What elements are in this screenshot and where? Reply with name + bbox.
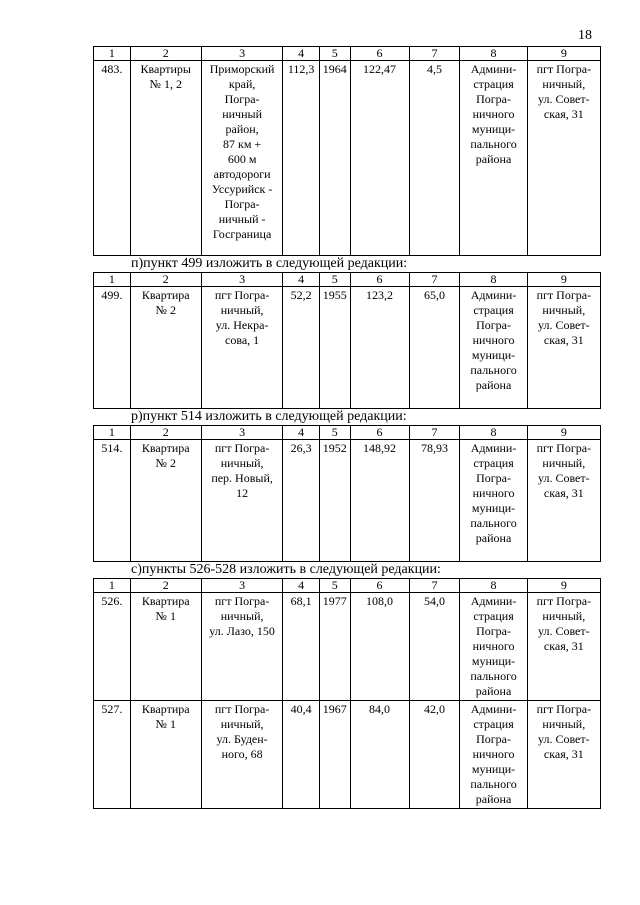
column-number-cell: 6 (350, 273, 409, 287)
column-number-cell: 5 (319, 426, 350, 440)
cell-name: Квартира № 2 (130, 440, 201, 562)
cell-c6: 108,0 (350, 593, 409, 701)
cell-holder-address: пгт Погра- ничный, ул. Совет- ская, 31 (527, 287, 600, 409)
cell-c4: 40,4 (283, 701, 320, 809)
cell-c5: 1967 (319, 701, 350, 809)
section-heading: с)пункты 526-528 изложить в следующей редакции: (131, 562, 441, 577)
column-number-cell: 2 (130, 273, 201, 287)
cell-name: Квартира № 2 (130, 287, 201, 409)
column-number-cell: 5 (319, 579, 350, 593)
column-number-cell: 5 (319, 47, 350, 61)
column-number-cell: 4 (283, 426, 320, 440)
document-body (93, 46, 601, 809)
cell-holder: Админи- страция Погра- ничного муници- пального района (460, 701, 527, 809)
column-number-cell: 3 (201, 273, 282, 287)
cell-address: пгт Погра- ничный, пер. Новый, 12 (201, 440, 282, 562)
cell-c4: 68,1 (283, 593, 320, 701)
column-number-cell: 8 (460, 426, 527, 440)
property-table (93, 46, 601, 256)
column-number-cell: 4 (283, 579, 320, 593)
column-number-cell: 6 (350, 579, 409, 593)
section-heading: п)пункт 499 изложить в следующей редакции: (131, 256, 408, 271)
table-row (94, 287, 601, 409)
section-heading: р)пункт 514 изложить в следующей редакции: (131, 409, 407, 424)
cell-num: 499. (94, 287, 131, 409)
cell-c7: 65,0 (409, 287, 460, 409)
cell-address: пгт Погра- ничный, ул. Некра- сова, 1 (201, 287, 282, 409)
column-number-cell: 9 (527, 579, 600, 593)
property-table (93, 272, 601, 409)
column-number-cell: 8 (460, 273, 527, 287)
column-number-cell: 9 (527, 47, 600, 61)
cell-name: Квартира № 1 (130, 593, 201, 701)
column-number-cell: 6 (350, 426, 409, 440)
table-row (94, 61, 601, 256)
cell-c6: 148,92 (350, 440, 409, 562)
column-number-cell: 2 (130, 426, 201, 440)
cell-c5: 1955 (319, 287, 350, 409)
cell-c7: 54,0 (409, 593, 460, 701)
cell-num: 527. (94, 701, 131, 809)
cell-c6: 122,47 (350, 61, 409, 256)
column-number-cell: 1 (94, 47, 131, 61)
column-number-cell: 8 (460, 47, 527, 61)
table-header-row (94, 426, 601, 440)
cell-address: Приморский край, Погра- ничный район, 87 км + 600 м автодороги Уссурийск - Погра- ничный - Госграница (201, 61, 282, 256)
cell-c5: 1977 (319, 593, 350, 701)
cell-num: 514. (94, 440, 131, 562)
cell-c7: 42,0 (409, 701, 460, 809)
cell-name: Квартиры № 1, 2 (130, 61, 201, 256)
column-number-cell: 4 (283, 47, 320, 61)
cell-address: пгт Погра- ничный, ул. Лазо, 150 (201, 593, 282, 701)
column-number-cell: 7 (409, 273, 460, 287)
table-row (94, 593, 601, 701)
cell-holder-address: пгт Погра- ничный, ул. Совет- ская, 31 (527, 593, 600, 701)
cell-c5: 1964 (319, 61, 350, 256)
table-header-row (94, 273, 601, 287)
cell-c4: 112,3 (283, 61, 320, 256)
table-header-row (94, 579, 601, 593)
column-number-cell: 9 (527, 273, 600, 287)
column-number-cell: 6 (350, 47, 409, 61)
table-row (94, 440, 601, 562)
cell-c6: 84,0 (350, 701, 409, 809)
column-number-cell: 2 (130, 579, 201, 593)
cell-num: 526. (94, 593, 131, 701)
cell-address: пгт Погра- ничный, ул. Буден- ного, 68 (201, 701, 282, 809)
cell-c5: 1952 (319, 440, 350, 562)
column-number-cell: 1 (94, 579, 131, 593)
cell-holder-address: пгт Погра- ничный, ул. Совет- ская, 31 (527, 440, 600, 562)
property-table (93, 425, 601, 562)
cell-holder-address: пгт Погра- ничный, ул. Совет- ская, 31 (527, 61, 600, 256)
cell-holder: Админи- страция Погра- ничного муници- пального района (460, 440, 527, 562)
cell-name: Квартира № 1 (130, 701, 201, 809)
column-number-cell: 7 (409, 426, 460, 440)
column-number-cell: 1 (94, 426, 131, 440)
cell-holder-address: пгт Погра- ничный, ул. Совет- ская, 31 (527, 701, 600, 809)
table-header-row (94, 47, 601, 61)
column-number-cell: 7 (409, 579, 460, 593)
column-number-cell: 7 (409, 47, 460, 61)
column-number-cell: 3 (201, 47, 282, 61)
column-number-cell: 5 (319, 273, 350, 287)
cell-holder: Админи- страция Погра- ничного муници- пального района (460, 593, 527, 701)
cell-num: 483. (94, 61, 131, 256)
cell-holder: Админи- страция Погра- ничного муници- пального района (460, 287, 527, 409)
column-number-cell: 9 (527, 426, 600, 440)
page-number: 18 (578, 28, 592, 43)
column-number-cell: 3 (201, 579, 282, 593)
cell-c4: 52,2 (283, 287, 320, 409)
cell-holder: Админи- страция Погра- ничного муници- пального района (460, 61, 527, 256)
cell-c7: 4,5 (409, 61, 460, 256)
column-number-cell: 8 (460, 579, 527, 593)
cell-c6: 123,2 (350, 287, 409, 409)
column-number-cell: 2 (130, 47, 201, 61)
cell-c4: 26,3 (283, 440, 320, 562)
cell-c7: 78,93 (409, 440, 460, 562)
column-number-cell: 3 (201, 426, 282, 440)
column-number-cell: 1 (94, 273, 131, 287)
table-row (94, 701, 601, 809)
property-table (93, 578, 601, 809)
column-number-cell: 4 (283, 273, 320, 287)
